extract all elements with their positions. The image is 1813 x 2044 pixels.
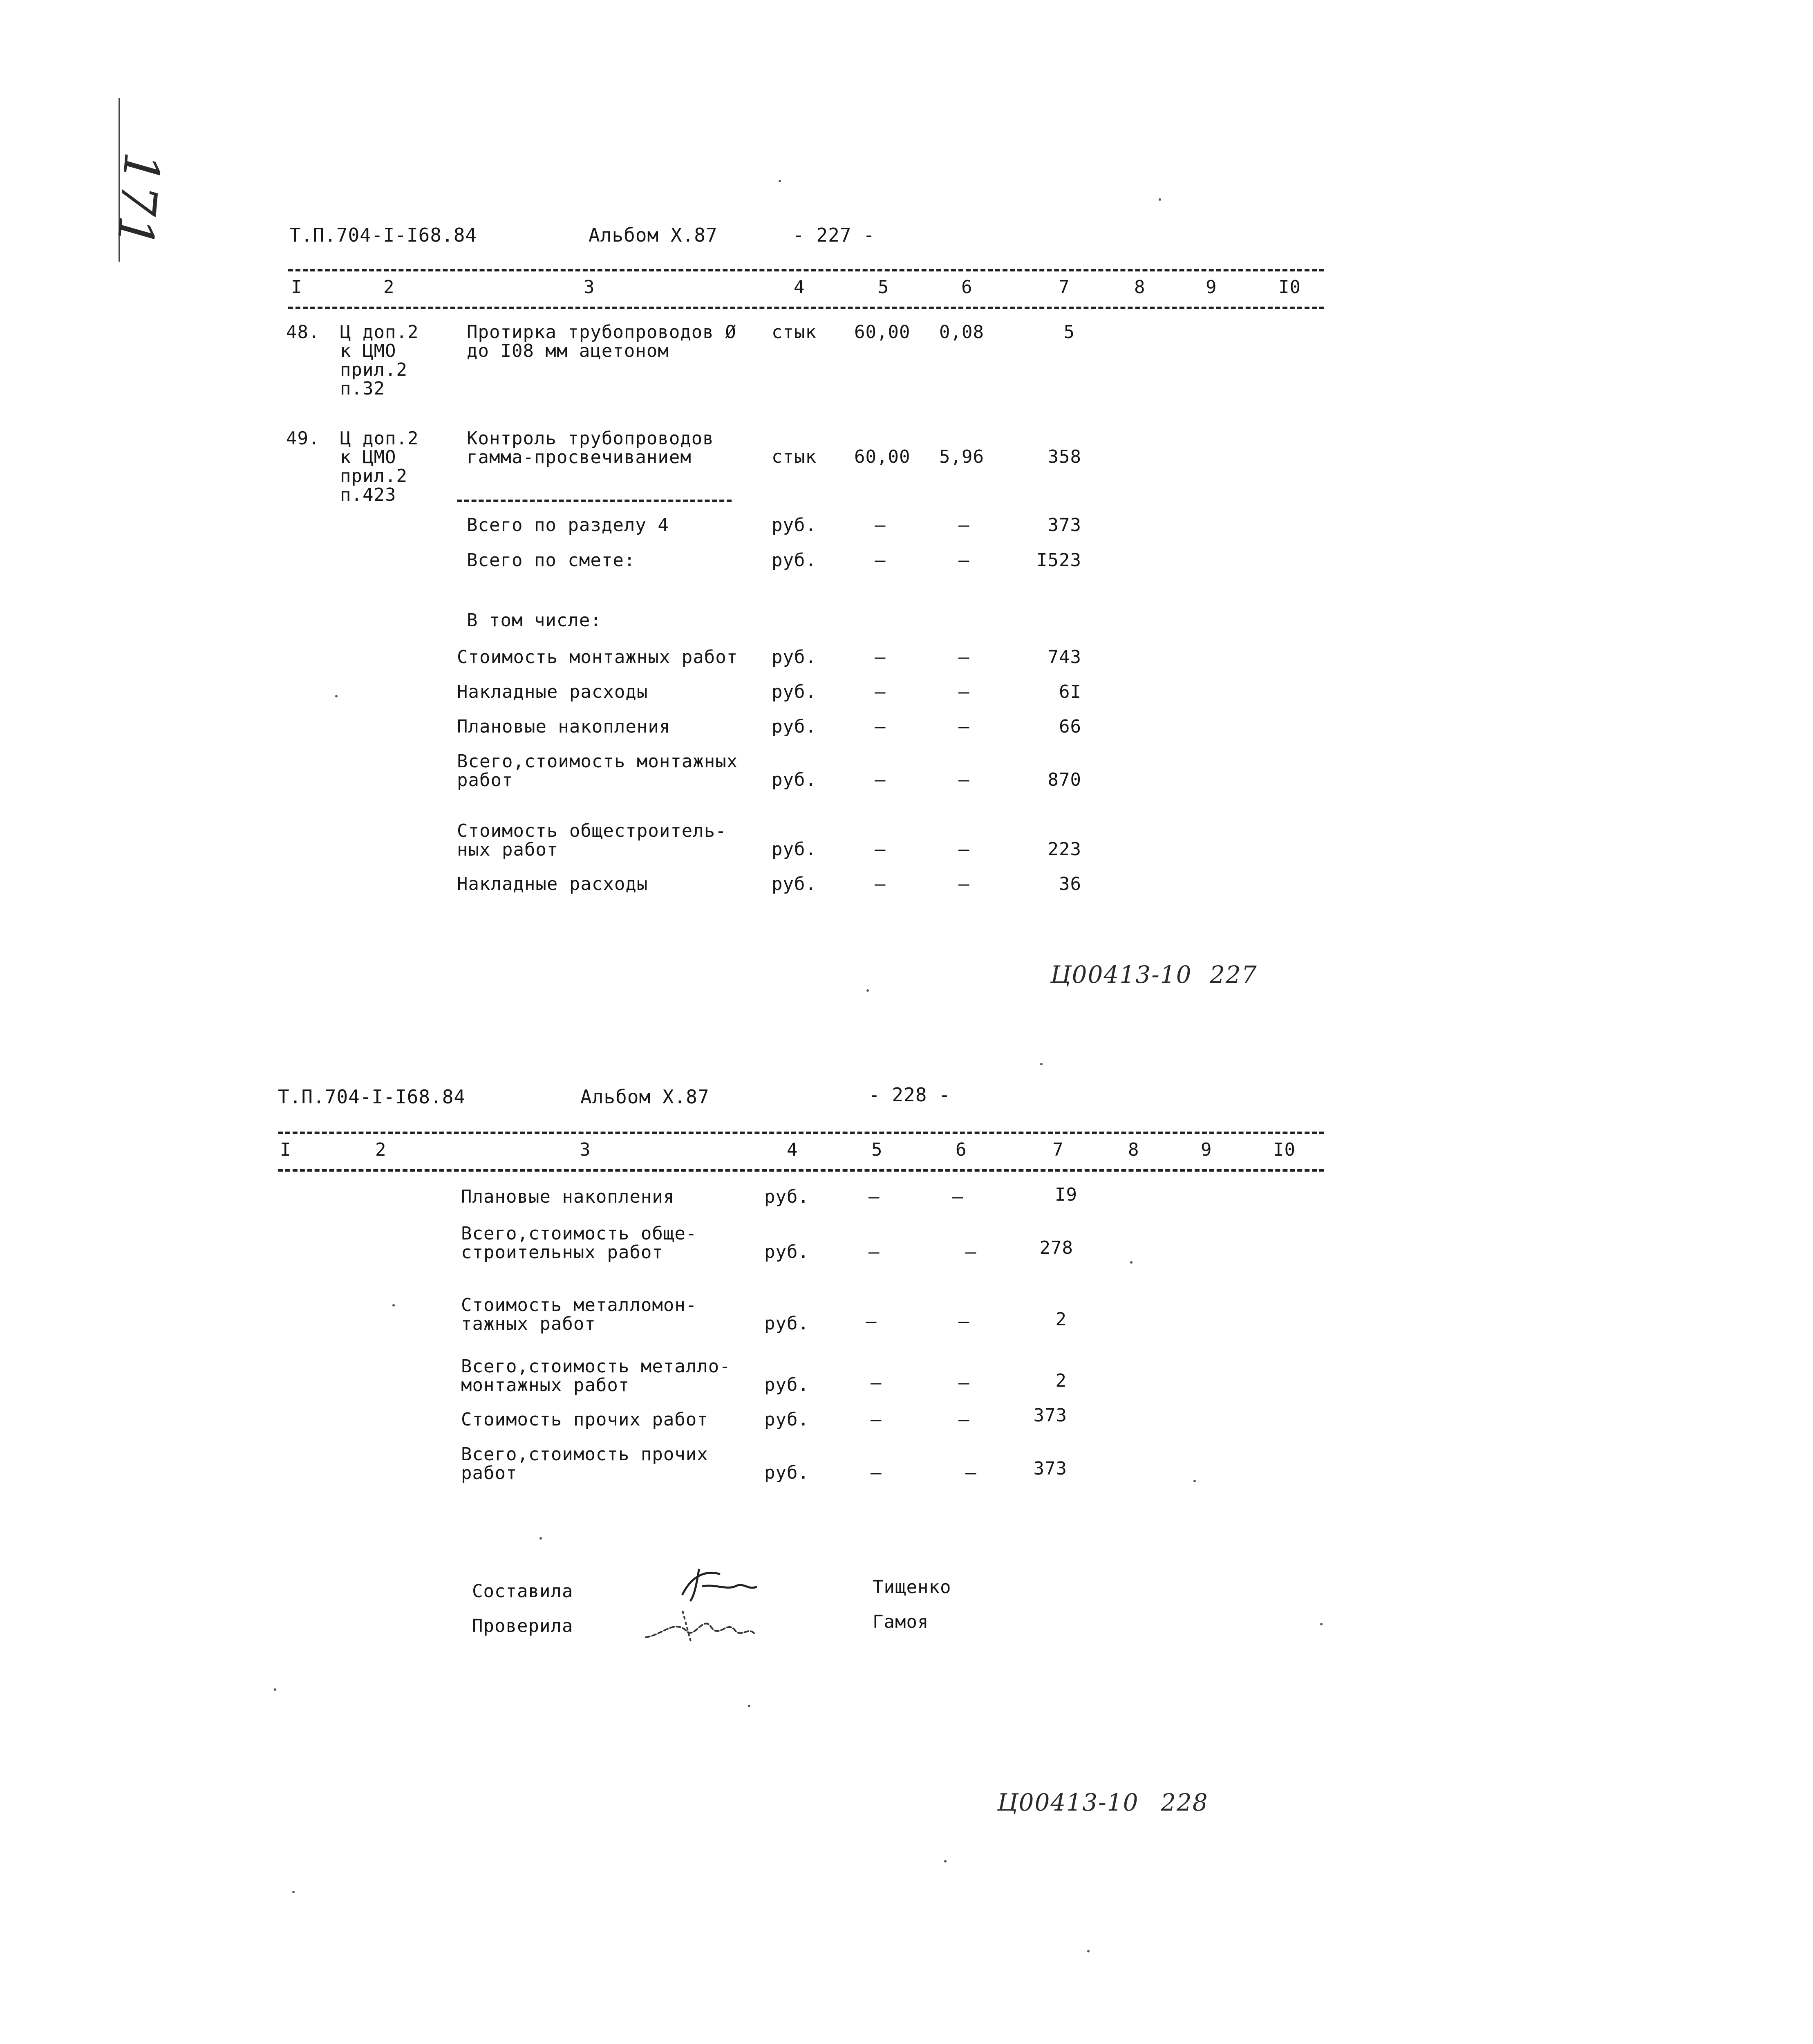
item-col5: –: [868, 1242, 880, 1262]
p2-page-number: - 228 -: [868, 1084, 951, 1106]
p1-subtotal-rule: [457, 500, 732, 502]
total-col6: –: [958, 515, 970, 536]
item-col5: –: [871, 1462, 882, 1483]
row-number: 49.: [286, 428, 320, 449]
p1-code: Т.П.704-I-I68.84: [289, 224, 477, 246]
item-label: Стоимость металломон- тажных работ: [461, 1295, 697, 1334]
item-col5: –: [868, 1186, 880, 1207]
p2-col-2: 2: [375, 1139, 387, 1160]
item-unit: руб.: [772, 681, 817, 702]
scan-speck: [748, 1705, 750, 1707]
item-label: Стоимость прочих работ: [461, 1409, 708, 1430]
row-col5: 60,00: [854, 446, 911, 467]
row-unit: стык: [772, 322, 817, 343]
item-unit: руб.: [764, 1242, 809, 1262]
item-col7: 373: [1033, 1458, 1067, 1479]
row-col6: 5,96: [939, 446, 984, 467]
p2-col-1: I: [280, 1139, 291, 1160]
item-col6: –: [958, 839, 970, 860]
p2-col-5: 5: [871, 1139, 883, 1160]
row-code: Ц доп.2 к ЦМО прил.2 п.32: [340, 322, 419, 399]
scan-speck: [1040, 1063, 1043, 1065]
row-code: Ц доп.2 к ЦМО прил.2 п.423: [340, 428, 419, 505]
item-col7: 223: [1048, 839, 1081, 860]
p1-header-rule-bottom: [288, 307, 1324, 309]
item-col6: –: [958, 769, 970, 790]
scan-speck: [274, 1688, 276, 1691]
p1-header-rule-top: [288, 269, 1324, 271]
p1-subheading: В том числе:: [467, 610, 602, 631]
p2-col-10: I0: [1273, 1139, 1296, 1160]
scan-speck: [779, 180, 781, 182]
item-label: Плановые накопления: [461, 1186, 675, 1207]
item-unit: руб.: [764, 1409, 809, 1430]
p2-footnote-code: Ц00413-10: [997, 1788, 1139, 1816]
item-col6: –: [958, 1372, 970, 1393]
item-col6: –: [952, 1186, 964, 1207]
total-label: Всего по смете:: [467, 550, 636, 571]
p1-col-10: I0: [1278, 277, 1301, 298]
p1-col-3: 3: [584, 277, 595, 298]
item-col7: 2: [1055, 1370, 1067, 1391]
p1-footnote-code: Ц00413-10: [1050, 961, 1192, 988]
item-col5: –: [875, 716, 886, 737]
total-col5: –: [875, 550, 886, 571]
scan-speck: [1320, 1623, 1323, 1625]
p2-col-8: 8: [1128, 1139, 1139, 1160]
row-col5: 60,00: [854, 322, 911, 343]
item-col7: 870: [1048, 769, 1081, 790]
item-col7: 36: [1059, 874, 1081, 894]
scan-speck: [866, 989, 869, 992]
margin-note: [106, 98, 196, 270]
signature-role: Составила: [472, 1581, 573, 1602]
scan-speck: [1087, 1950, 1090, 1952]
item-unit: руб.: [772, 647, 817, 668]
p1-col-7: 7: [1059, 277, 1070, 298]
scan-speck: [539, 1537, 542, 1540]
item-col5: –: [866, 1311, 877, 1332]
p1-col-2: 2: [383, 277, 395, 298]
item-col6: –: [958, 1311, 970, 1332]
item-col5: –: [875, 647, 886, 668]
scan-speck: [944, 1860, 947, 1862]
signature-mark: [674, 1562, 764, 1607]
item-col6: –: [958, 874, 970, 894]
p1-album: Альбом Х.87: [589, 224, 718, 246]
item-unit: руб.: [772, 839, 817, 860]
p2-col-3: 3: [580, 1139, 591, 1160]
p1-col-1: I: [291, 277, 302, 298]
item-col5: –: [871, 1409, 882, 1430]
item-col7: 743: [1048, 647, 1081, 668]
item-col5: –: [875, 769, 886, 790]
item-unit: руб.: [764, 1374, 809, 1395]
p1-col-5: 5: [878, 277, 889, 298]
p1-col-9: 9: [1206, 277, 1217, 298]
scan-speck: [1130, 1261, 1133, 1264]
total-col6: –: [958, 550, 970, 571]
signature-role: Проверила: [472, 1616, 573, 1636]
item-col7: 2: [1055, 1309, 1067, 1330]
item-col5: –: [875, 681, 886, 702]
total-col7: I523: [1036, 550, 1081, 571]
p2-header-rule-bottom: [278, 1169, 1324, 1172]
item-unit: руб.: [764, 1462, 809, 1483]
p2-col-7: 7: [1052, 1139, 1064, 1160]
total-label: Всего по разделу 4: [467, 515, 669, 536]
p2-col-4: 4: [787, 1139, 798, 1160]
p2-code: Т.П.704-I-I68.84: [278, 1086, 466, 1108]
total-unit: руб.: [772, 550, 817, 571]
row-description: Протирка трубопроводов Ø до I08 мм ацетоном: [467, 322, 736, 361]
p2-col-6: 6: [956, 1139, 967, 1160]
total-unit: руб.: [772, 515, 817, 536]
row-col7: 358: [1048, 446, 1081, 467]
item-label: Стоимость монтажных работ: [457, 647, 738, 668]
total-col7: 373: [1048, 515, 1081, 536]
item-col6: –: [965, 1242, 977, 1262]
item-col7: 6I: [1059, 681, 1081, 702]
p2-header-rule-top: [278, 1132, 1324, 1134]
item-label: Всего,стоимость металло- монтажных работ: [461, 1356, 731, 1396]
item-label: Накладные расходы: [457, 874, 648, 894]
item-col7: I9: [1055, 1184, 1077, 1205]
scan-speck: [1159, 198, 1161, 201]
item-unit: руб.: [772, 716, 817, 737]
p1-footnote-page: 227: [1210, 961, 1258, 988]
scan-speck: [392, 1304, 395, 1307]
item-unit: руб.: [764, 1186, 809, 1207]
p2-footnote-page: 228: [1161, 1788, 1209, 1816]
item-col7: 278: [1039, 1237, 1073, 1258]
item-col6: –: [958, 647, 970, 668]
signature-name: Тищенко: [873, 1577, 951, 1598]
p1-col-8: 8: [1134, 277, 1146, 298]
item-col7: 66: [1059, 716, 1081, 737]
margin-note-text: 171: [105, 150, 171, 251]
row-col6: 0,08: [939, 322, 984, 343]
item-col6: –: [958, 681, 970, 702]
p1-col-6: 6: [961, 277, 973, 298]
p2-col-9: 9: [1201, 1139, 1212, 1160]
signature-mark: [638, 1602, 777, 1647]
row-description: Контроль трубопроводов гамма-просвечиванием: [467, 428, 714, 468]
row-unit: стык: [772, 446, 817, 467]
signature-name: Гамоя: [873, 1611, 929, 1632]
scan-speck: [292, 1891, 295, 1893]
item-unit: руб.: [764, 1313, 809, 1334]
item-col6: –: [965, 1462, 977, 1483]
item-label: Плановые накопления: [457, 716, 671, 737]
p1-page-number: - 227 -: [793, 224, 875, 246]
row-col7: 5: [1063, 322, 1075, 343]
item-col5: –: [875, 874, 886, 894]
scan-speck: [335, 695, 338, 697]
item-unit: руб.: [772, 769, 817, 790]
scan-speck: [1193, 1480, 1196, 1482]
p2-album: Альбом Х.87: [580, 1086, 710, 1108]
item-label: Стоимость общестроитель- ных работ: [457, 820, 727, 860]
item-col7: 373: [1033, 1405, 1067, 1426]
item-unit: руб.: [772, 874, 817, 894]
p1-col-4: 4: [794, 277, 805, 298]
item-col5: –: [871, 1372, 882, 1393]
item-label: Накладные расходы: [457, 681, 648, 702]
item-label: Всего,стоимость прочих работ: [461, 1444, 708, 1484]
row-number: 48.: [286, 322, 320, 343]
item-col5: –: [875, 839, 886, 860]
item-label: Всего,стоимость обще- строительных работ: [461, 1223, 697, 1263]
total-col5: –: [875, 515, 886, 536]
item-label: Всего,стоимость монтажных работ: [457, 751, 738, 791]
item-col6: –: [958, 716, 970, 737]
item-col6: –: [958, 1409, 970, 1430]
